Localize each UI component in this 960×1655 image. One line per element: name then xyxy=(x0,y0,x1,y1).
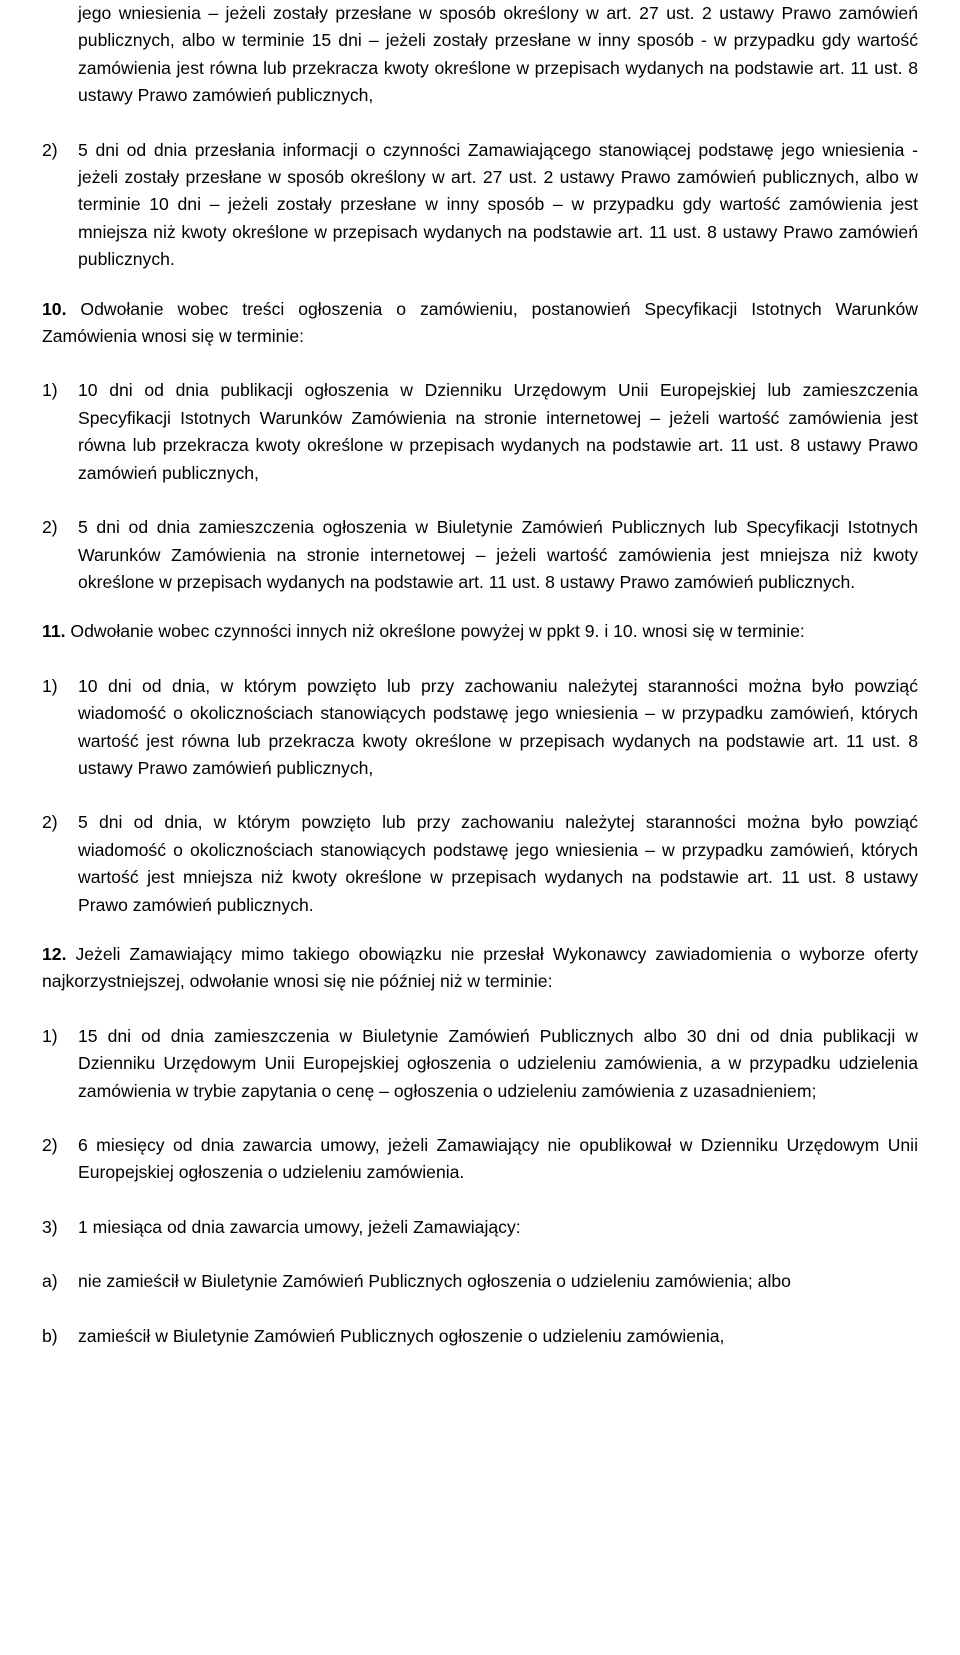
section-11 xyxy=(42,618,918,645)
list-item-11-1 xyxy=(42,673,918,783)
sub-item-text: nie zamieścił w Biuletynie Zamówień Publicznych ogłoszenia o udzieleniu zamówienia; albo xyxy=(78,1271,791,1292)
list-item-text: 5 dni od dnia, w którym powzięto lub przy zachowaniu należytej staranności można było powziąć wiadomość o okolicznościach stanowiących podstawę jego wniesienia – w przypadku zamówień, których wartość jest mniejsza niż kwoty określone w przepisach wydanych na podstawie art. 11 ust. 8 ustawy Prawo zamówień publicznych. xyxy=(78,812,918,915)
list-item-text: 5 dni od dnia zamieszczenia ogłoszenia w Biuletynie Zamówień Publicznych lub Specyfikacji Istotnych Warunków Zamówienia na stronie internetowej – jeżeli wartość zamówienia jest mniejsza niż kwoty określone w przepisach wydanych na podstawie art. 11 ust. 8 ustawy Prawo zamówień publicznych. xyxy=(78,517,918,592)
list-item-number: 1) xyxy=(42,380,58,401)
intro-item xyxy=(42,0,918,110)
sub-item-letter: b) xyxy=(42,1325,58,1346)
list-item-number: 2) xyxy=(42,812,58,833)
list-item-12-2 xyxy=(42,1132,918,1187)
section-number: 10. xyxy=(42,298,67,319)
list-item-11-2 xyxy=(42,809,918,919)
list-item-number: 2) xyxy=(42,1135,58,1155)
list-item-text: 1 miesiąca od dnia zawarcia umowy, jeżeli Zamawiający: xyxy=(78,1216,521,1237)
list-item-number: 3) xyxy=(42,1216,58,1237)
list-item-text: 5 dni od dnia przesłania informacji o czynności Zamawiającego stanowiącej podstawę jego wniesienia - jeżeli zostały przesłane w sposób określony w art. 27 ust. 2 ustawy Prawo zamówień publicznych, albo w terminie 10 dni – jeżeli zostały przesłane w inny sposób – w przypadku gdy wartość zamówienia jest mniejsza niż kwoty określone w przepisach wydanych na podstawie art. 11 ust. 8 ustawy Prawo zamówień publicznych. xyxy=(78,139,918,270)
list-item-number: 2) xyxy=(42,139,58,160)
list-item-text: 6 miesięcy od dnia zawarcia umowy, jeżeli Zamawiający nie opublikował w Dzienniku Urzędowym Unii Europejskiej ogłoszenia o udzieleniu zamówienia. xyxy=(78,1135,918,1183)
section-text: Odwołanie wobec treści ogłoszenia o zamówieniu, postanowień Specyfikacji Istotnych Warunków Zamówienia wnosi się w terminie: xyxy=(42,298,918,347)
section-text: Jeżeli Zamawiający mimo takiego obowiązku nie przesłał Wykonawcy zawiadomienia o wyborze oferty najkorzystniejszej, odwołanie wnosi się nie później niż w terminie: xyxy=(42,943,918,992)
list-item-text: 15 dni od dnia zamieszczenia w Biuletynie Zamówień Publicznych albo 30 dni od dnia publikacji w Dzienniku Urzędowym Unii Europejskiej ogłoszenia o udzieleniu zamówienia, a w przypadku udzielenia zamówienia w trybie zapytania o cenę – ogłoszenia o udzieleniu zamówienia z uzasadnieniem; xyxy=(78,1025,918,1101)
list-item-10-1 xyxy=(42,377,918,487)
intro-item-text: jego wniesienia – jeżeli zostały przesłane w sposób określony w art. 27 ust. 2 ustawy Prawo zamówień publicznych, albo w terminie 15 dni – jeżeli zostały przesłane w inny sposób - w przypadku gdy wartość zamówienia jest równa lub przekracza kwoty określone w przepisach wydanych na podstawie art. 11 ust. 8 ustawy Prawo zamówień publicznych, xyxy=(78,3,918,106)
list-item-10-2 xyxy=(42,514,918,596)
list-item-12-1 xyxy=(42,1023,918,1105)
sub-item-b xyxy=(42,1323,918,1350)
list-item-9-2 xyxy=(42,137,918,274)
section-text: Odwołanie wobec czynności innych niż określone powyżej w ppkt 9. i 10. wnosi się w terminie: xyxy=(70,621,805,642)
list-item-text: 10 dni od dnia, w którym powzięto lub przy zachowaniu należytej staranności można było powziąć wiadomość o okolicznościach stanowiących podstawę jego wniesienia – w przypadku zamówień, których wartość jest równa lub przekracza kwoty określone w przepisach wydanych na podstawie art. 11 ust. 8 ustawy Prawo zamówień publicznych, xyxy=(78,675,918,778)
document-page xyxy=(42,0,918,1350)
list-item-number: 2) xyxy=(42,517,58,538)
section-number: 11. xyxy=(42,621,66,642)
list-item-number: 1) xyxy=(42,675,58,696)
sub-item-letter: a) xyxy=(42,1271,58,1292)
section-number: 12. xyxy=(42,943,67,964)
list-item-12-3 xyxy=(42,1214,918,1241)
sub-item-text: zamieścił w Biuletynie Zamówień Publicznych ogłoszenie o udzieleniu zamówienia, xyxy=(78,1325,725,1346)
section-10 xyxy=(42,296,918,351)
list-item-text: 10 dni od dnia publikacji ogłoszenia w Dzienniku Urzędowym Unii Europejskiej lub zamieszczenia Specyfikacji Istotnych Warunków Zamówienia na stronie internetowej – jeżeli wartość zamówienia jest równa lub przekracza kwoty określone w przepisach wydanych na podstawie art. 11 ust. 8 ustawy Prawo zamówień publicznych, xyxy=(78,380,918,483)
list-item-number: 1) xyxy=(42,1025,58,1046)
section-12 xyxy=(42,941,918,996)
sub-item-a xyxy=(42,1268,918,1295)
